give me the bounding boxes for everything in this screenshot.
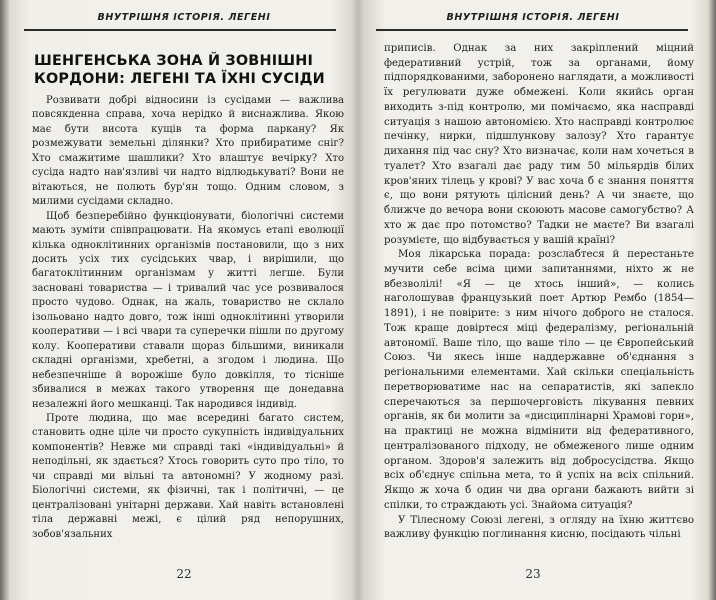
header-rule-right — [376, 29, 688, 31]
left-page — [14, 0, 354, 600]
paragraph: Розвивати добрі відносини із сусідами — важлива повсякденна справа, хоча нерідко й виснажлива. Якою має бути висота кущів та форма паркану? Як розмежувати земельні ділянки? Хто прибиратиме сніг? Хто смажитиме шашлики? Хто влаштує вечірку? Хто сусіда надто нав'язливі чи надто відлюдькуваті? Вони не вітаються, не полють бур'ян тощо. Одним словом, з милими сусідами складно. — [32, 95, 344, 208]
paragraph: У Тілесному Союзі легені, з огляду на їхню життєво важливу функцію поглинання кисню, посідають чільні — [384, 514, 694, 541]
paragraph: приписів. Однак за них закріплений міцний федеративний устрій, тож за органами, йому підпорядкованими, заборонено наглядати, а можливості їх регулювати дуже обмежені. Коли якийсь орган виходить з-під контролю, ми помічаємо, яка насправді ситуація з нашою автономією. Хто насправді контролює печінку, нирки, підшлункову залозу? Хто гарантує дихання під час сну? Хто визначає, коли нам хочеться в туалет? Хто взагалі дає раду тим 50 мільярдів білих кров'яних тілець у крові? У вас хоча б є знання поняття є, що вони рятують цілісний день? А чи знаєте, що ближче до вечора вони скоюють масове самогубство? А хто ж дає про потомство? Тадки не маєте? Ви взагалі розумієте, що відбувається у вашій країні? — [384, 43, 694, 246]
left-page-body — [32, 94, 344, 542]
running-head-right: ВНУТРІШНЯ ІСТОРІЯ. ЛЕГЕНІ — [446, 12, 620, 23]
page-number-left: 22 — [176, 567, 192, 581]
paragraph: Щоб безперебійно функціонувати, біологічні системи мають зуміти співпрацювати. На якомусь етапі еволюції кілька одноклітинних організмів постановили, що з них досить усіх тих сусідських чвар, і вирішили, що багатоклітинним організмам у житті легше. Були засновані товариства — і тривалий час усе розвивалося просто чудово. Однак, на жаль, товариство не склало ізольовано надто довго, тож інші одноклітинні утворили кооперативи — і всі чвари та суперечки пішли по другому колу. Кооперативи ставали щораз більшими, виникали складні організми, хребетні, а згодом і людина. Що небезпечніше й ворожіше було довкілля, то тісніше збивалися в межах такого утворення ще донедавна незалежні його мешканці. Так народився індивід. — [32, 210, 344, 410]
chapter-title: ШЕНГЕНСЬКА ЗОНА Й ЗОВНІШНІ КОРДОНИ: ЛЕГЕНІ ТА ЇХНІ СУСІДИ — [34, 53, 325, 87]
page-number-right: 23 — [525, 567, 541, 581]
right-page-body — [384, 42, 694, 543]
paragraph: Моя лікарська порада: розслабтеся й перестаньте мучити себе всіма цими запитаннями, ніхто ж не вбезволілі! «Я — це хтось інший», — колись наголошував французький поет Артюр Рембо (1854—1891), і не повірите: з ним нічого доброго не сталося. Тож краще довіртеся міці федералізму, регіональній автономії. Ваше тіло, що ваше тіло — це Європейський Союз. Чи якесь інше наддержавне об'єднання з регіональними елементами. Хай скільки спеціальність перетворюватиме нас на сепаратистів, які запекло сперечаються за першочерговість лікування певних органів, як би молити за «дисциплінарні Храмові гори», на практиці не можна відмінити від федеративного, централізованого підходу, не обмеженого лише одним органом. Здоров'я залежить від добросусідства. Якщо всіх об'єднує спільна мета, то й успіх на всіх спільний. Якщо ж хоча б один чи два органи бажають вийти зі спілки, то страждають усі. Знайома ситуація? — [384, 249, 694, 511]
right-page — [364, 0, 702, 600]
header-rule-left — [24, 29, 336, 31]
running-head-left: ВНУТРІШНЯ ІСТОРІЯ. ЛЕГЕНІ — [97, 12, 271, 23]
paragraph: Проте людина, що має всередині багато систем, становить одне ціле чи просто сукупність індивідуальних компонентів? Невже ми справді такі «індивідуальні» й неподільні, як здається? Хтось говорить суто про тіло, то чи справді ми вільні та автономні? У жодному разі. Біологічні системи, як фізичні, так і політичні, — це централізовані унітарні держави. Хай навіть встановлені тіла державні межі, є цілий ряд непорушних, зобов'язальних — [32, 412, 344, 540]
